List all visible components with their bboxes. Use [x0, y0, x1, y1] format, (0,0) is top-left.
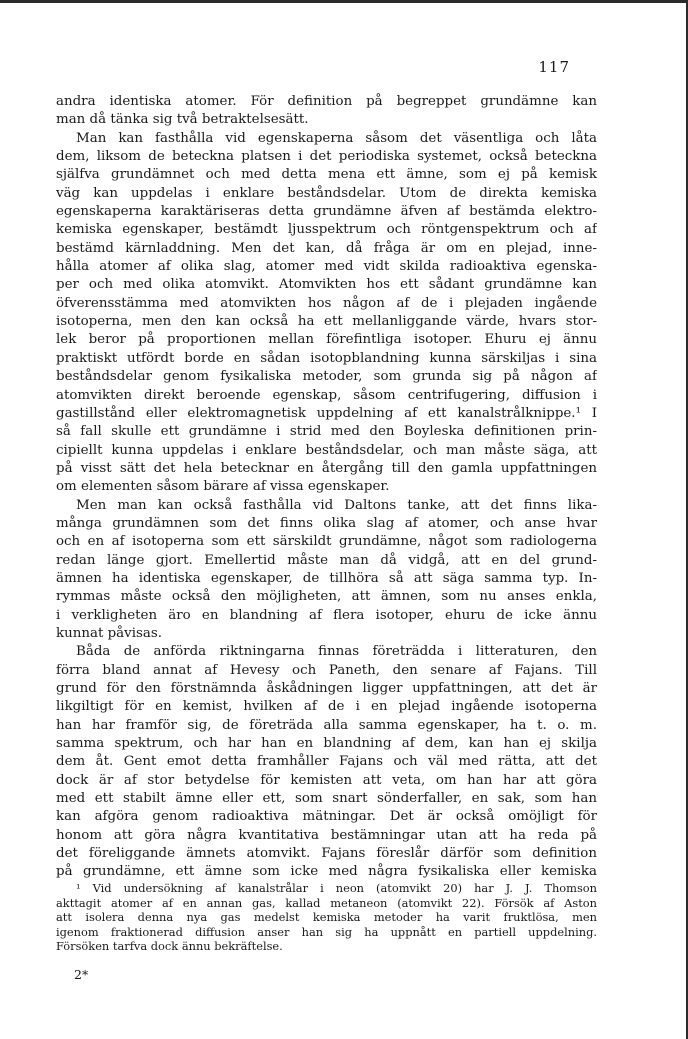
signature-mark: 2* — [74, 967, 89, 982]
footnotes — [56, 881, 597, 954]
page-top-edge — [0, 0, 688, 3]
text-line: Båda de anförda riktningarna finnas företrädda i litteraturen, den — [76, 644, 597, 660]
text-line: han har framför sig, de företräda alla samma egenskaper, ha t. o. m. — [56, 717, 597, 733]
text-line: atomvikten direkt beroende egenskap, såsom centrifugering, diffusion i — [56, 387, 597, 403]
text-line: andra identiska atomer. För definition på begreppet grundämne kan — [56, 94, 597, 109]
text-line: öfverensstämma med atomvikten hos någon af de i plejaden ingående — [56, 295, 597, 311]
text-line: ämnen ha identiska egenskaper, de tillhöra så att säga samma typ. In- — [56, 570, 597, 586]
text-line: Man kan fasthålla vid egenskaperna såsom det väsentliga och låta — [76, 130, 597, 146]
text-line: dock är af stor betydelse för kemisten att veta, om han har att göra — [56, 772, 597, 788]
text-line: rymmas måste också den möjligheten, att ämnen, som nu anses enkla, — [56, 589, 597, 605]
footnote-line: Försöken tarfva dock ännu bekräftelse. — [56, 939, 283, 954]
text-line: Men man kan också fasthålla vid Daltons tanke, att det finns lika- — [76, 497, 597, 513]
text-line: själfva grundämnet och med detta mena ett ämne, som ej på kemisk — [56, 167, 597, 183]
text-line: grund för den förstnämnda åskådningen ligger uppfattningen, att det är — [56, 681, 597, 696]
text-line: det föreliggande ämnets atomvikt. Fajans föreslår därför som definition — [56, 846, 597, 862]
text-line: så fall skulle ett grundämne i strid med den Boyleska definitionen prin- — [56, 424, 597, 440]
text-line: lek beror på proportionen mellan förefintliga isotoper. Ehuru ej ännu — [56, 332, 597, 348]
text-line: per och med olika atomvikt. Atomvikten hos ett sådant grundämne kan — [56, 277, 597, 293]
text-line: förra bland annat af Hevesy och Paneth, den senare af Fajans. Till — [56, 662, 597, 678]
footnote-line: att isolera denna nya gas medelst kemiska metoder ha varit fruktlösa, men — [56, 910, 597, 925]
text-line: egenskaperna karaktäriseras detta grundämne äfven af bestämda elektro- — [56, 204, 597, 220]
text-line: med ett stabilt ämne eller ett, som snart sönderfaller, en sak, som han — [56, 791, 597, 807]
text-line: samma spektrum, och har han en blandning af dem, kan han ej skilja — [56, 736, 597, 752]
text-line: många grundämnen som det finns olika slag af atomer, och anse hvar — [56, 515, 597, 531]
footnote-line: igenom fraktionerad diffusion anser han sig ha uppnått en partiell uppdelning. — [56, 924, 597, 939]
text-line: bestämd kärnladdning. Men det kan, då fråga är om en plejad, inne- — [56, 240, 597, 256]
text-line: kemiska egenskaper, bestämdt ljusspektrum och röntgenspektrum och af — [56, 222, 597, 238]
text-line: gastillstånd eller elektromagnetisk uppdelning af ett kanalstrålknippe.¹ I — [56, 405, 597, 421]
text-line: om elementen såsom bärare af vissa egenskaper. — [56, 479, 390, 495]
footnote-line: akttagit atomer af en annan gas, kallad metaneon (atomvikt 22). Försök af Aston — [56, 895, 597, 910]
text-line: i verkligheten äro en blandning af flera isotoper, ehuru de icke ännu — [56, 607, 597, 623]
text-line: likgiltigt för en kemist, hvilken af de i en plejad ingående isotoperna — [56, 699, 597, 715]
text-line: hålla atomer af olika slag, atomer med vidt skilda radioaktiva egenska- — [56, 259, 597, 275]
text-line: dem åt. Gent emot detta framhåller Fajans och väl med rätta, att det — [56, 754, 597, 770]
text-line: väg kan uppdelas i enklare beståndsdelar. Utom de direkta kemiska — [56, 185, 597, 201]
text-line: isotoperna, men den kan också ha ett mellanliggande värde, hvars stor- — [56, 314, 597, 330]
text-line: praktiskt utfördt borde en sådan isotopblandning kunna särskiljas i sina — [56, 350, 597, 366]
text-line: honom att göra några kvantitativa bestämningar utan att ha reda på — [56, 827, 597, 843]
page-number: 117 — [538, 58, 570, 76]
text-line: kunnat påvisas. — [56, 625, 162, 641]
text-line: på visst sätt det hela betecknar en återgång till den gamla uppfattningen — [56, 460, 597, 476]
text-line: man då tänka sig två betraktelsesätt. — [56, 112, 309, 128]
body-text — [56, 93, 597, 882]
text-line: cipiellt kunna uppdelas i enklare beståndsdelar, och man måste säga, att — [56, 442, 597, 458]
text-line: redan länge gjort. Emellertid måste man då vidgå, att en del grund- — [56, 552, 597, 568]
text-line: och en af isotoperna som ett särskildt grundämne, något som radiologerna — [56, 534, 597, 550]
text-line: dem, liksom de beteckna platsen i det periodiska systemet, också beteckna — [56, 149, 597, 165]
text-line: beståndsdelar genom fysikaliska metoder, som grunda sig på någon af — [56, 369, 597, 385]
text-line: på grundämne, ett ämne som icke med några fysikaliska eller kemiska — [56, 864, 597, 880]
text-line: kan afgöra genom radioaktiva mätningar. Det är också omöjligt för — [56, 809, 597, 825]
footnote-line: ¹ Vid undersökning af kanalstrålar i neon (atomvikt 20) har J. J. Thomson — [76, 881, 597, 895]
